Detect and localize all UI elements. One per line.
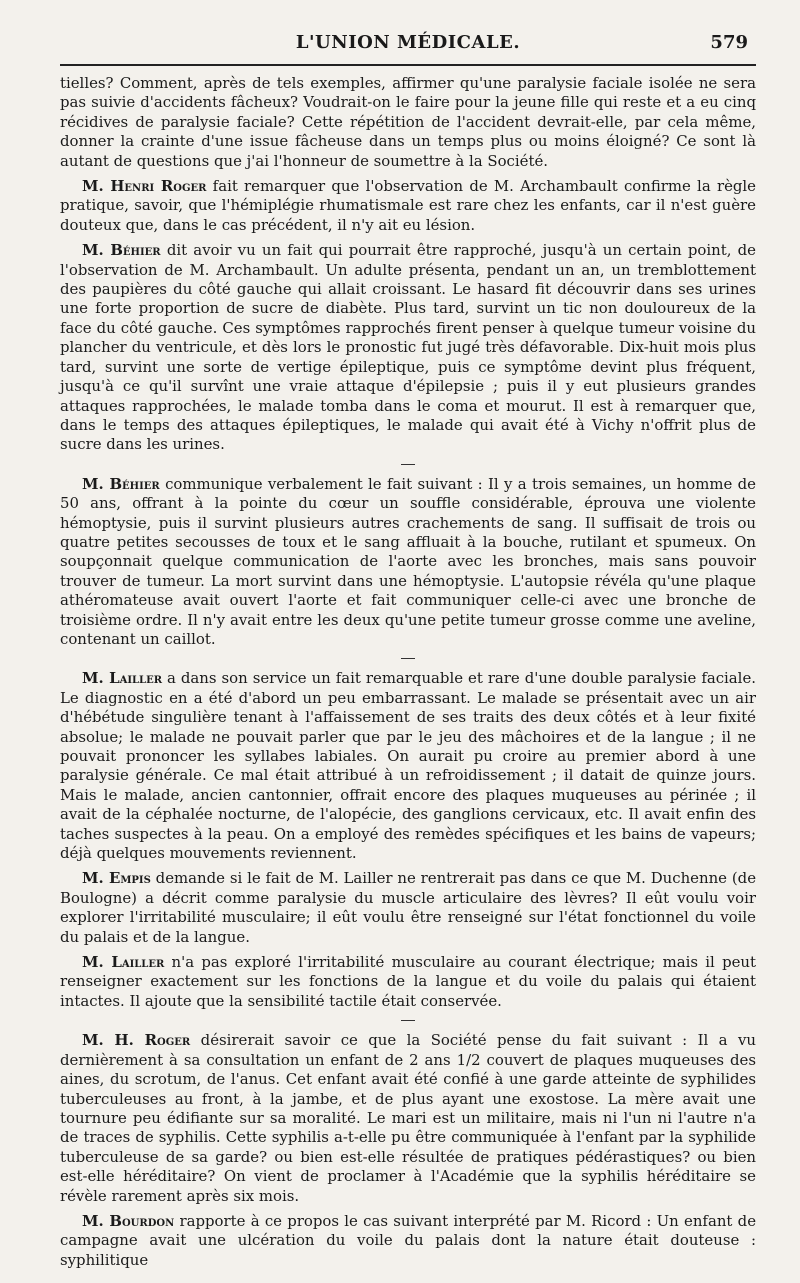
page-header bbox=[60, 30, 756, 60]
speaker-name: M. Henri Roger bbox=[82, 177, 207, 196]
paragraph-continuation: tielles? Comment, après de tels exemples, affirmer qu'une paralysie faciale isolée ne sera pas suivie d'accidents fâcheux? Voudrait-on le faire pour la jeune fille qui reste et a eu cinq récidives de paralysie faciale? Cette répétition de l'accident devrait-elle, par cela même, donner la crainte d'une issue fâcheuse dans un temps plus ou moins éloigné? Ce sont là autant de questions que j'ai l'honneur de soumettre à la Société. bbox=[60, 74, 756, 170]
paragraph-lailler-2: M. Lailler n'a pas exploré l'irritabilité musculaire au courant électrique; mais il peut renseigner exactement sur les fonctions de la langue et du voile du palais qui étaient intactes. Il ajoute que la sensibilité tactile était conservée. bbox=[60, 953, 756, 1010]
paragraph-roger: M. Henri Roger fait remarquer que l'observation de M. Archambault confirme la règle pratique, savoir, que l'hémiplégie rhumatismale est rare chez les enfants, car il n'est guère douteux que, dans le cas précédent, il n'y ait eu lésion. bbox=[60, 177, 756, 234]
header-rule bbox=[60, 64, 756, 66]
paragraph-behier-2: M. Béhier communique verbalement le fait suivant : Il y a trois semaines, un homme de 50 ans, offrant à la pointe du cœur un souffle considérable, éprouva une violente hémoptysie, puis il survint plusieurs autres crachements de sang. Il suffisait de trois ou quatre petites secousses de toux et le sang affluait à la bouche, rutilant et spumeux. On soupçonnait quelque communication de l'aorte avec les bronches, mais sans pouvoir trouver de tumeur. La mort survint dans une hémoptysie. L'autopsie révéla qu'une plaque athéromateuse avait ouvert l'aorte et fait communiquer celle-ci avec une bronche de troisième ordre. Il n'y avait entre les deux qu'une petite tumeur grosse comme une aveline, contenant un caillot. bbox=[60, 474, 756, 648]
speaker-name: M. Bourdon bbox=[82, 1211, 175, 1230]
speaker-name: M. Béhier bbox=[82, 474, 160, 493]
section-separator bbox=[60, 651, 756, 665]
speaker-name: M. Lailler bbox=[82, 953, 165, 972]
section-separator bbox=[60, 1013, 756, 1027]
paragraph-h-roger: M. H. Roger désirerait savoir ce que la Société pense du fait suivant : Il a vu dernièrement à sa consultation un enfant de 2 ans 1/2 couvert de plaques muqueuses des aines, du scrotum, de l'anus. Cet enfant avait été confié à une garde atteinte de syphilides tuberculeuses au front, à la jambe, et de plus ayant une exostose. La mère avait une tournure peu édifiante sur sa moralité. Le mari est un militaire, mais ni l'un ni l'autre n'a de traces de syphilis. Cette syphilis a-t-elle pu être communiquée à l'enfant par la syphilide tuberculeuse de sa garde? ou bien est-elle résultée de pratiques pédérastiques? ou bien est-elle héréditaire? On vient de proclamer à l'Académie que la syphilis héréditaire se révèle rarement après six mois. bbox=[60, 1031, 756, 1205]
speaker-name: M. H. Roger bbox=[82, 1031, 191, 1050]
speaker-name: M. Empis bbox=[82, 869, 151, 888]
paragraph-empis: M. Empis demande si le fait de M. Lailler ne rentrerait pas dans ce que M. Duchenne (de Boulogne) a décrit comme paralysie du muscle articulaire des lèvres? Il eût voulu voir explorer l'irritabilité musculaire; il eût voulu être renseigné sur l'état fonctionnel du voile du palais et de la langue. bbox=[60, 869, 757, 946]
paragraph-bourdon: M. Bourdon rapporte à ce propos le cas suivant interprété par M. Ricord : Un enfant de campagne avait une ulcération du voile du palais dont la nature était douteuse : syphilitique bbox=[60, 1211, 757, 1269]
section-separator bbox=[60, 457, 756, 471]
speaker-name: M. Lailler bbox=[82, 669, 163, 688]
paragraph-lailler-1: M. Lailler a dans son service un fait remarquable et rare d'une double paralysie faciale. Le diagnostic en a été d'abord un peu embarrassant. Le malade se présentait avec un air d'hébétude singulière tenant à l'affaissement de ses traits des deux côtés et à leur fixité absolue; le malade ne pouvait parler que par le jeu des mâchoires et de la langue ; il ne pouvait prononcer les syllabes labiales. On aurait pu croire au premier abord à une paralysie générale. Ce mal était attribué à un refroidissement ; il datait de quinze jours. Mais le malade, ancien cantonnier, offrait encore des plaques muqueuses au périnée ; il avait de la céphalée nocturne, de l'alopécie, des ganglions cervicaux, etc. Il avait enfin des taches suspectes à la peau. On a employé des remèdes spécifiques et les bains de vapeurs; déjà quelques mouvements reviennent. bbox=[60, 669, 756, 863]
page-number: 579 bbox=[710, 32, 748, 53]
running-title: L'UNION MÉDICALE. bbox=[295, 32, 521, 53]
paragraph-behier-1: M. Béhier dit avoir vu un fait qui pourrait être rapproché, jusqu'à un certain point, de l'observation de M. Archambault. Un adulte présenta, pendant un an, un tremblottement des paupières du côté gauche qui allait croissant. Le hasard fit découvrir dans ses urines une forte proportion de sucre de diabète. Plus tard, survint un tic non douloureux de la face du côté gauche. Ces symptômes rapprochés firent penser à quelque tumeur voisine du plancher du ventricule, et dès lors le pronostic fut jugé très défavorable. Dix-huit mois plus tard, survint une sorte de vertige épileptique, puis ce symptôme devint plus fréquent, jusqu'à ce qu'il survînt une vraie attaque d'épilepsie ; puis il y eut plusieurs grandes attaques rapprochées, le malade tomba dans le coma et mourut. Il est à remarquer que, dans le temps des attaques épileptiques, le malade qui avait été à Vichy n'offrit plus de sucre dans les urines. bbox=[60, 241, 756, 454]
speaker-name: M. Béhier bbox=[82, 241, 161, 260]
article-body bbox=[60, 74, 756, 1270]
